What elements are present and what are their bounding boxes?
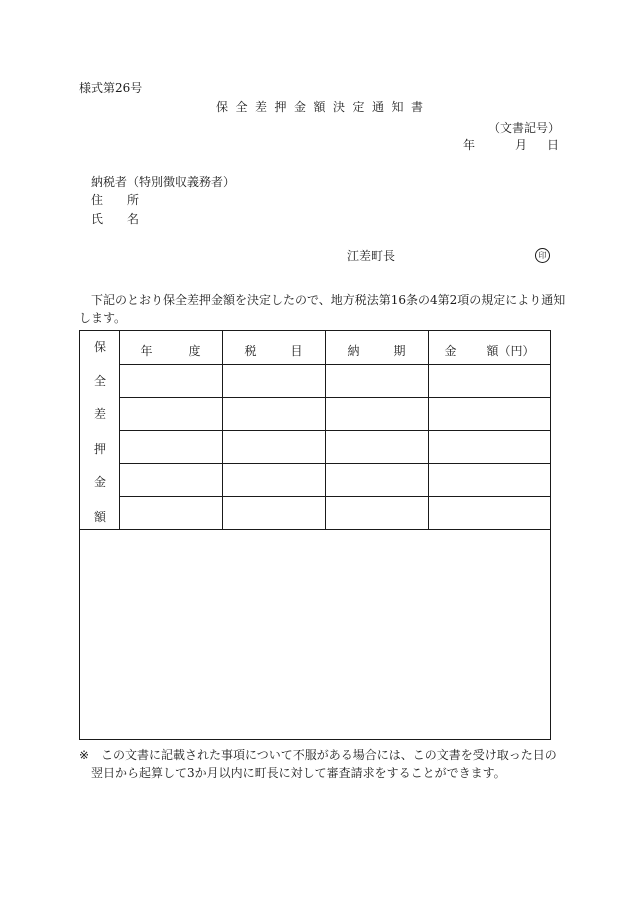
side-label-char: 額 — [93, 510, 106, 524]
name-label: 氏 名 — [91, 212, 140, 226]
document-title: 保全差押金額決定通知書 — [216, 100, 431, 114]
notice-mark: ※ — [79, 748, 90, 762]
amount-table — [79, 330, 551, 740]
column-header-amount: 金 額（円） — [444, 344, 535, 358]
column-header-due-date: 納 期 — [347, 344, 406, 358]
table-divider — [119, 463, 551, 464]
date-line — [463, 139, 559, 151]
body-text-line-2: します。 — [79, 311, 127, 325]
side-label-char: 全 — [93, 374, 106, 388]
form-number: 様式第26号 — [79, 81, 143, 95]
side-label-char: 押 — [93, 442, 106, 456]
table-divider — [119, 364, 551, 365]
issuer-name: 江差町長 — [347, 249, 396, 263]
side-label-char: 金 — [93, 475, 106, 489]
table-divider — [80, 529, 551, 530]
notice-line-2: 翌日から起算して3か月以内に町長に対して審査請求をすることができます。 — [91, 766, 506, 780]
table-divider — [119, 397, 551, 398]
table-divider — [119, 430, 551, 431]
body-text-line-1: 下記のとおり保全差押金額を決定したので、地方税法第16条の4第2項の規定により通知 — [91, 293, 566, 307]
date-day: 日 — [547, 138, 560, 152]
taxpayer-label: 納税者（特別徴収義務者） — [91, 175, 236, 189]
date-year: 年 — [463, 138, 476, 152]
date-month: 月 — [515, 138, 528, 152]
seal-mark: 印 — [535, 248, 550, 263]
column-header-year: 年 度 — [140, 344, 201, 358]
side-label-char: 差 — [93, 407, 106, 421]
address-label: 住 所 — [91, 193, 140, 207]
column-header-tax-item: 税 目 — [244, 344, 303, 358]
side-label-char: 保 — [93, 340, 106, 354]
table-divider — [119, 496, 551, 497]
document-code: （文書記号） — [488, 121, 561, 135]
notice-line-1: この文書に記載された事項について不服がある場合には、この文書を受け取った日の — [101, 748, 557, 762]
